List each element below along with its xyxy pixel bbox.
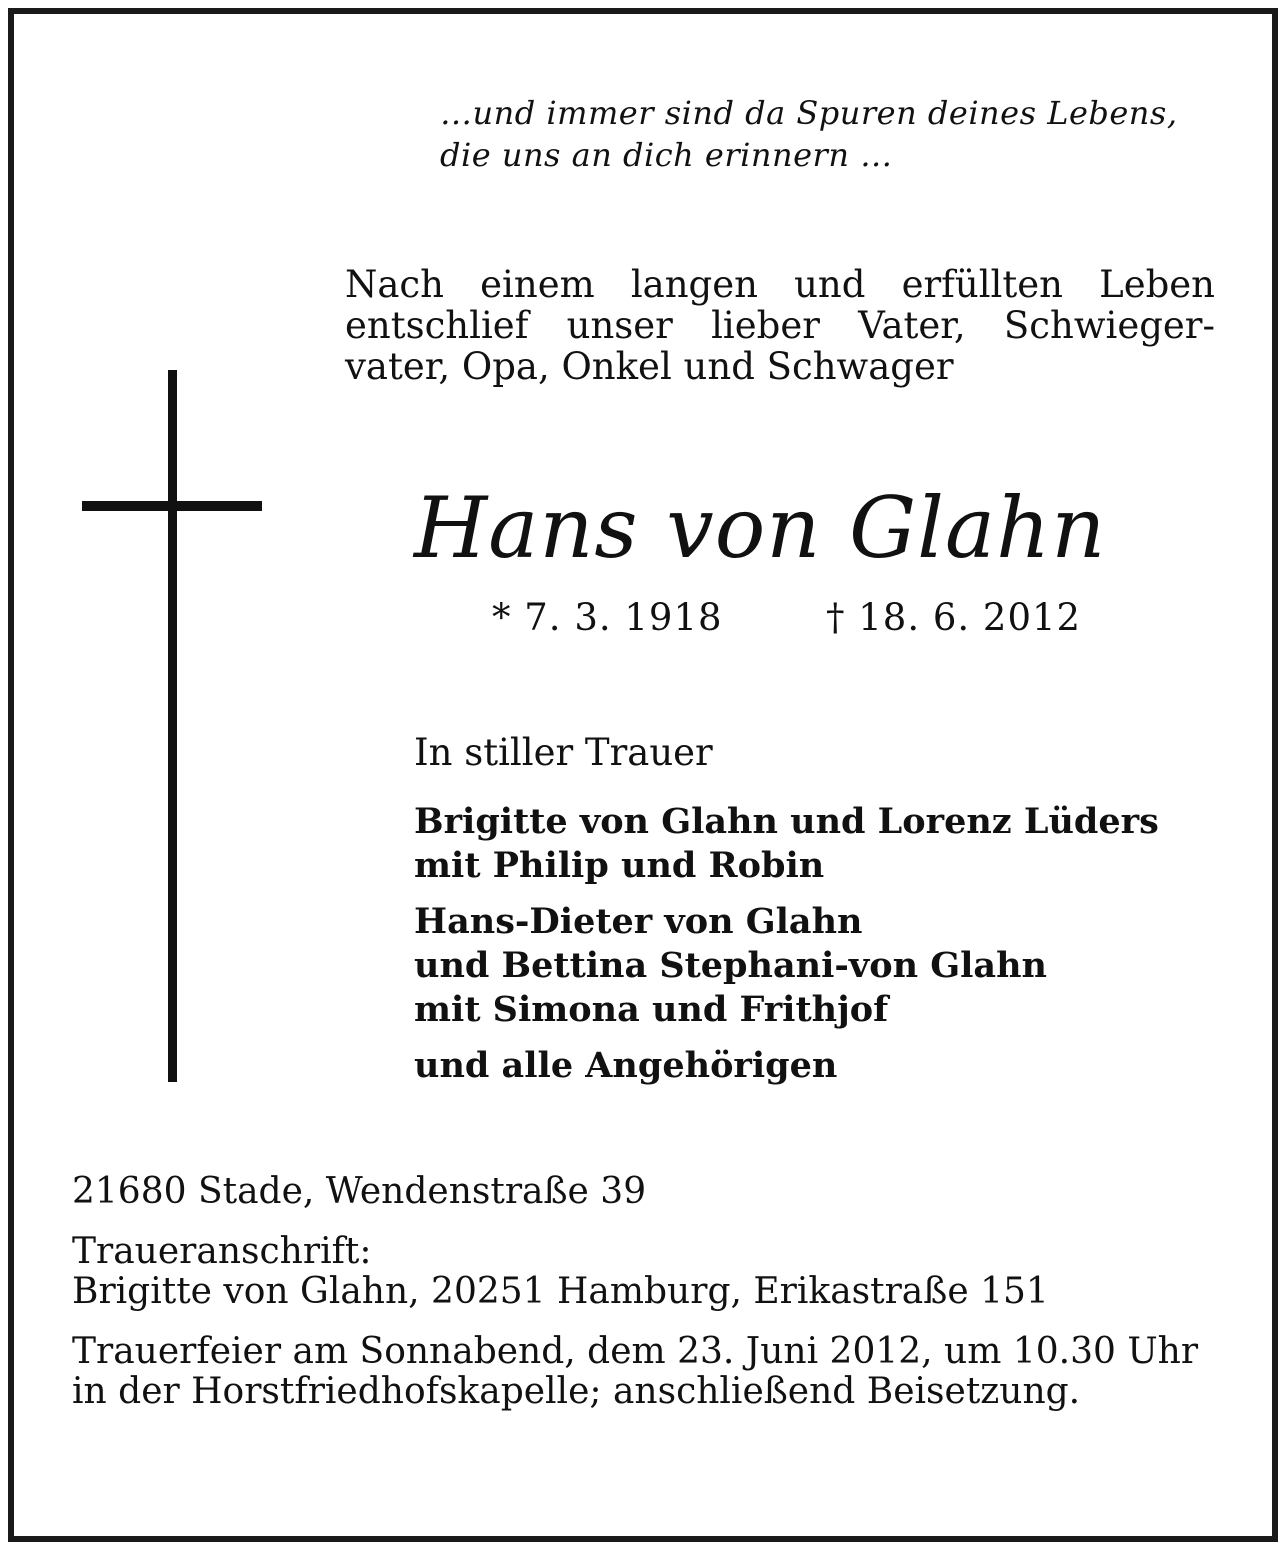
motto-quote [440,92,1220,176]
mourner-line: Hans-Dieter von Glahn [414,901,863,942]
ceremony-line-2: in der Horstfriedhofskapelle; anschließend Beisetzung. [72,1371,1081,1412]
condolence-label: Traueranschrift: [72,1231,372,1272]
ceremony-info [72,1332,1232,1412]
mourning-phrase: In stiller Trauer [414,731,713,774]
mourner-line: mit Simona und Frithjof [414,989,889,1030]
birth-date: * 7. 3. 1918 [492,596,723,639]
mourners-list [414,800,1234,1100]
mourner-line: Brigitte von Glahn und Lorenz Lüders [414,801,1159,842]
deceased-name: Hans von Glahn [414,479,1107,577]
residence-address [72,1172,1232,1212]
mourner-group [414,800,1234,888]
intro-line-1: Nach einem langen und erfüllten Leben [345,263,1215,306]
mourner-line: und alle Angehörigen [414,1045,838,1086]
cross-vertical-bar [168,370,177,1082]
mourner-group [414,1044,1234,1088]
death-date: † 18. 6. 2012 [826,596,1082,639]
intro-line-2: entschlief unser lieber Vater, Schwieger- [345,304,1215,347]
intro-line-3: vater, Opa, Onkel und Schwager [345,345,954,388]
cross-horizontal-bar [82,501,262,511]
mourner-line: mit Philip und Robin [414,845,825,886]
intro-text [345,264,1215,387]
condolence-line: Brigitte von Glahn, 20251 Hamburg, Erikastraße 151 [72,1271,1049,1312]
motto-line-2: die uns an dich erinnern … [440,136,893,174]
mourner-line: und Bettina Stephani-von Glahn [414,945,1047,986]
mourner-group [414,900,1234,1032]
residence-line: 21680 Stade, Wendenstraße 39 [72,1171,647,1212]
condolence-address [72,1232,1232,1312]
ceremony-line-1: Trauerfeier am Sonnabend, dem 23. Juni 2012, um 10.30 Uhr [72,1331,1199,1372]
address-section [72,1172,1232,1432]
motto-line-1: …und immer sind da Spuren deines Lebens, [440,94,1178,132]
